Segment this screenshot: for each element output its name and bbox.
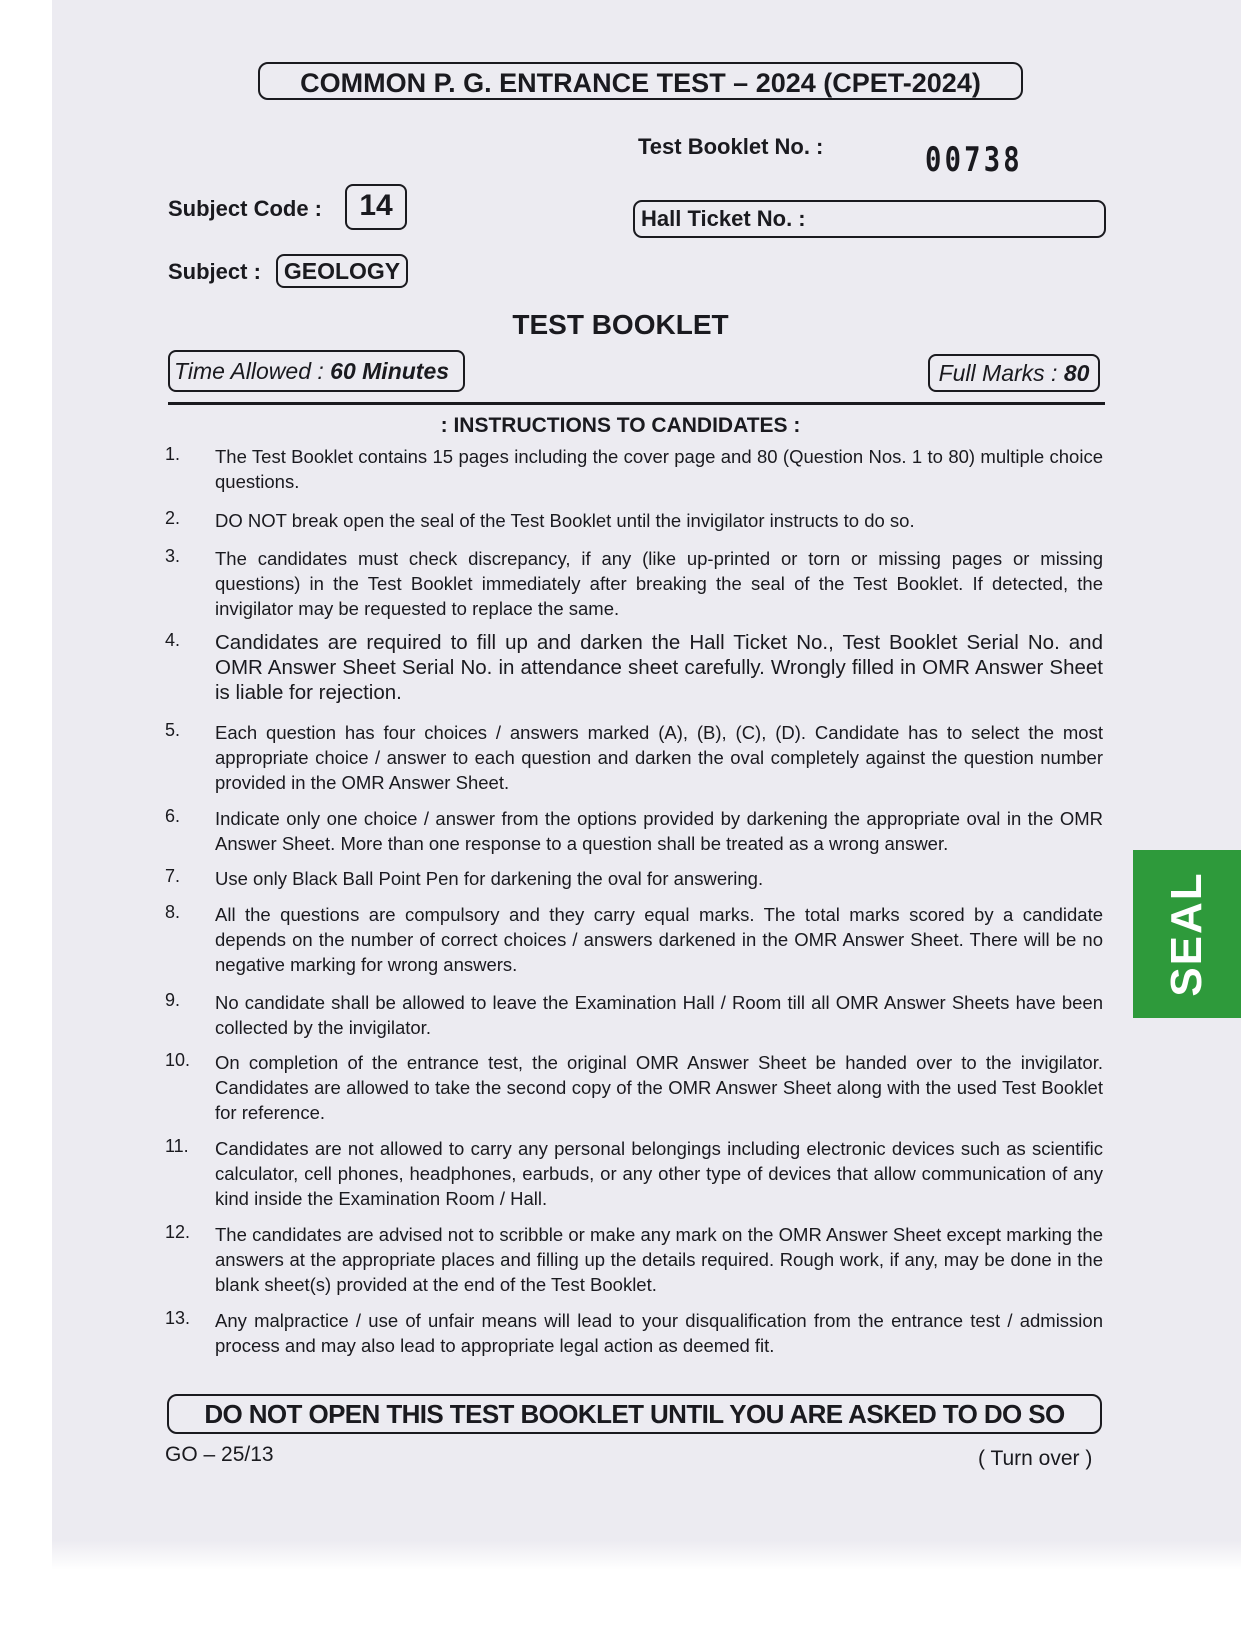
item-text: DO NOT break open the seal of the Test Booklet until the invigilator instructs to do so. bbox=[215, 510, 915, 531]
item-number: 8. bbox=[165, 902, 181, 922]
turn-over-label: ( Turn over ) bbox=[978, 1447, 1093, 1470]
time-allowed-value: 60 Minutes bbox=[330, 358, 450, 384]
item-number: 11. bbox=[165, 1136, 189, 1156]
time-allowed bbox=[168, 350, 465, 392]
subject-label: Subject : bbox=[168, 259, 261, 284]
item-text: No candidate shall be allowed to leave the Examination Hall / Room till all OMR Answer Sheets have been collected by the invigilator. bbox=[215, 992, 1103, 1038]
subject-code-label: Subject Code : bbox=[168, 196, 323, 221]
item-text: The candidates are advised not to scribble or make any mark on the OMR Answer Sheet except marking the answers at the appropriate places and filling up the details required. Rough work, if any, may be done in the blank sheet(s) provided at the end of the Test Booklet. bbox=[215, 1224, 1103, 1295]
instructions-heading: : INSTRUCTIONS TO CANDIDATES : bbox=[440, 414, 801, 437]
booklet-no: 00738 bbox=[925, 140, 1023, 180]
booklet-code: GO – 25/13 bbox=[165, 1443, 274, 1466]
item-number: 5. bbox=[165, 720, 181, 740]
item-number: 10. bbox=[165, 1050, 191, 1070]
full-marks-value: 80 bbox=[1063, 360, 1090, 386]
item-text: The candidates must check discrepancy, if any (like up-printed or torn or missing pages or missing questions) in the Test Booklet immediately after breaking the seal of the Test Booklet. If detected, the invigilator may be requested to replace the same. bbox=[215, 548, 1103, 619]
item-number: 12. bbox=[165, 1222, 191, 1242]
item-text: Each question has four choices / answers marked (A), (B), (C), (D). Candidate has to select the most appropriate choice / answer to each question and darken the oval completely against the question number provided in the OMR Answer Sheet. bbox=[215, 722, 1103, 793]
item-text: Indicate only one choice / answer from the options provided by darkening the appropriate oval in the OMR Answer Sheet. More than one response to a question shall be treated as a wrong answer. bbox=[215, 808, 1103, 854]
full-marks-label: Full Marks : bbox=[938, 360, 1064, 386]
subject-code: 14 bbox=[345, 184, 407, 230]
item-number: 6. bbox=[165, 806, 181, 826]
item-number: 1. bbox=[165, 444, 181, 464]
item-text: Candidates are not allowed to carry any personal belongings including electronic devices such as scientific calculator, cell phones, headphones, earbuds, or any other type of devices that allow communication of any kind inside the Examination Room / Hall. bbox=[215, 1138, 1103, 1209]
booklet-no-label: Test Booklet No. : bbox=[638, 134, 824, 159]
item-text: On completion of the entrance test, the original OMR Answer Sheet be handed over to the invigilator. Candidates are allowed to take the second copy of the OMR Answer Sheet along with the used Test Booklet for reference. bbox=[215, 1052, 1103, 1123]
exam-title: COMMON P. G. ENTRANCE TEST – 2024 (CPET-2024) bbox=[258, 62, 1023, 100]
item-number: 4. bbox=[165, 630, 181, 650]
seal-label: SEAL bbox=[1162, 871, 1211, 997]
full-marks bbox=[928, 354, 1100, 392]
hall-ticket-label: Hall Ticket No. : bbox=[641, 206, 806, 231]
item-number: 3. bbox=[165, 546, 181, 566]
item-text: The Test Booklet contains 15 pages including the cover page and 80 (Question Nos. 1 to 80) multiple choice questions. bbox=[215, 446, 1103, 492]
item-text: Use only Black Ball Point Pen for darkening the oval for answering. bbox=[215, 868, 764, 889]
divider bbox=[168, 402, 1105, 405]
seal-sticker[interactable] bbox=[1133, 850, 1241, 1018]
hall-ticket-field[interactable] bbox=[633, 200, 1106, 238]
item-text: Any malpractice / use of unfair means will lead to your disqualification from the entrance test / admission process and may also lead to appropriate legal action as deemed fit. bbox=[215, 1310, 1103, 1356]
item-number: 7. bbox=[165, 866, 181, 886]
item-text: All the questions are compulsory and they carry equal marks. The total marks scored by a candidate depends on the number of correct choices / answers darkened in the OMR Answer Sheet. There will be no negative marking for wrong answers. bbox=[215, 904, 1103, 975]
time-allowed-label: Time Allowed : bbox=[174, 358, 331, 384]
item-number: 9. bbox=[165, 990, 181, 1010]
subject-name: GEOLOGY bbox=[276, 254, 408, 288]
item-number: 13. bbox=[165, 1308, 191, 1328]
page-title: TEST BOOKLET bbox=[512, 309, 729, 340]
warning-banner: DO NOT OPEN THIS TEST BOOKLET UNTIL YOU ARE ASKED TO DO SO bbox=[167, 1394, 1102, 1434]
item-number: 2. bbox=[165, 508, 181, 528]
page-shadow bbox=[52, 1540, 1241, 1570]
item-text: Candidates are required to fill up and darken the Hall Ticket No., Test Booklet Serial No. and OMR Answer Sheet Serial No. in attendance sheet carefully. Wrongly filled in OMR Answer Sheet is liable for rejection. bbox=[215, 631, 1103, 704]
